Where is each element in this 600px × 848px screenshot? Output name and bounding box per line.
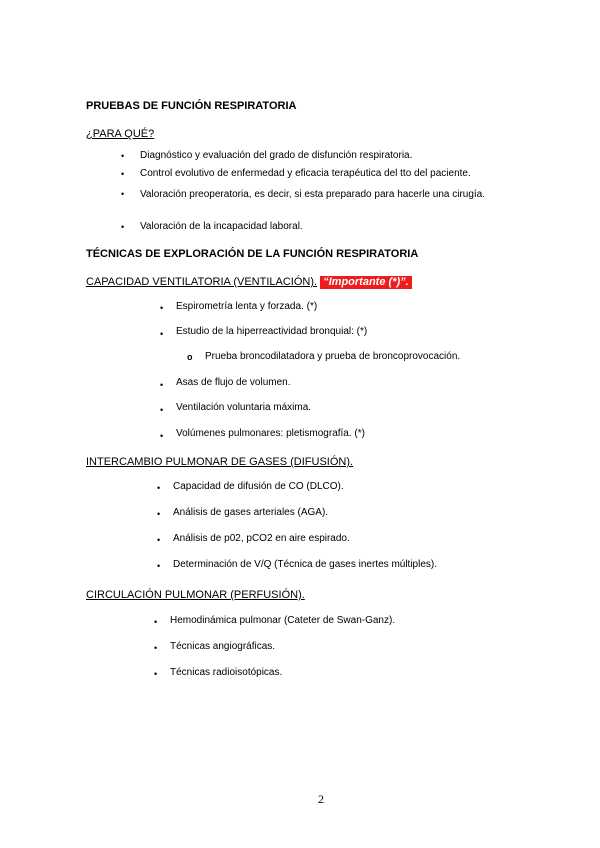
bullet-icon: • [160, 405, 164, 415]
bullet-icon: • [121, 189, 125, 199]
para-que-heading: ¿PARA QUÉ? [86, 128, 155, 140]
para-que-item: Control evolutivo de enfermedad y eficacia terapéutica del tto del paciente. [140, 168, 471, 179]
bullet-icon: • [160, 380, 164, 390]
circulacion-heading: CIRCULACIÓN PULMONAR (PERFUSIÓN). [86, 589, 305, 601]
intercambio-item: Análisis de p02, pCO2 en aire espirado. [173, 533, 350, 544]
bullet-icon: • [160, 431, 164, 441]
bullet-icon: • [121, 169, 125, 179]
intercambio-heading: INTERCAMBIO PULMONAR DE GASES (DIFUSIÓN). [86, 456, 354, 468]
para-que-item: Diagnóstico y evaluación del grado de disfunción respiratoria. [140, 150, 413, 161]
capacidad-item: Espirometría lenta y forzada. (*) [176, 301, 318, 312]
bullet-icon: • [157, 483, 161, 493]
capacidad-item: Volúmenes pulmonares: pletismografía. (*) [176, 428, 365, 439]
capacidad-heading-line [86, 276, 412, 289]
circulacion-item: Hemodinámica pulmonar (Cateter de Swan-Ganz). [170, 615, 396, 626]
bullet-icon: • [121, 222, 125, 232]
bullet-icon: • [121, 151, 125, 161]
important-badge: “Importante (*)”. [320, 276, 412, 289]
capacidad-item: Ventilación voluntaria máxima. [176, 402, 312, 413]
circulacion-item: Técnicas radioisotópicas. [170, 667, 283, 678]
intercambio-item: Análisis de gases arteriales (AGA). [173, 507, 329, 518]
bullet-icon: • [154, 617, 158, 627]
capacidad-item: Asas de flujo de volumen. [176, 377, 291, 388]
intercambio-item: Determinación de V/Q (Técnica de gases inertes múltiples). [173, 559, 438, 570]
intercambio-item: Capacidad de difusión de CO (DLCO). [173, 481, 344, 492]
sub-bullet-icon: o [187, 352, 193, 362]
bullet-icon: • [157, 509, 161, 519]
capacidad-item: Estudio de la hiperreactividad bronquial: (*) [176, 326, 368, 337]
bullet-icon: • [157, 535, 161, 545]
bullet-icon: • [154, 669, 158, 679]
bullet-icon: • [157, 561, 161, 571]
main-title: PRUEBAS DE FUNCIÓN RESPIRATORIA [86, 100, 297, 112]
bullet-icon: • [160, 329, 164, 339]
bullet-icon: • [154, 643, 158, 653]
capacidad-sub-item: Prueba broncodilatadora y prueba de broncoprovocación. [205, 351, 461, 362]
tecnicas-title: TÉCNICAS DE EXPLORACIÓN DE LA FUNCIÓN RESPIRATORIA [86, 248, 419, 260]
bullet-icon: • [160, 303, 164, 313]
page-number: 2 [318, 792, 324, 806]
para-que-item: Valoración preoperatoria, es decir, si esta preparado para hacerle una cirugía. [140, 189, 486, 200]
capacidad-heading: CAPACIDAD VENTILATORIA (VENTILACIÓN). [86, 276, 318, 288]
circulacion-item: Técnicas angiográficas. [170, 641, 276, 652]
para-que-item: Valoración de la incapacidad laboral. [140, 221, 303, 232]
